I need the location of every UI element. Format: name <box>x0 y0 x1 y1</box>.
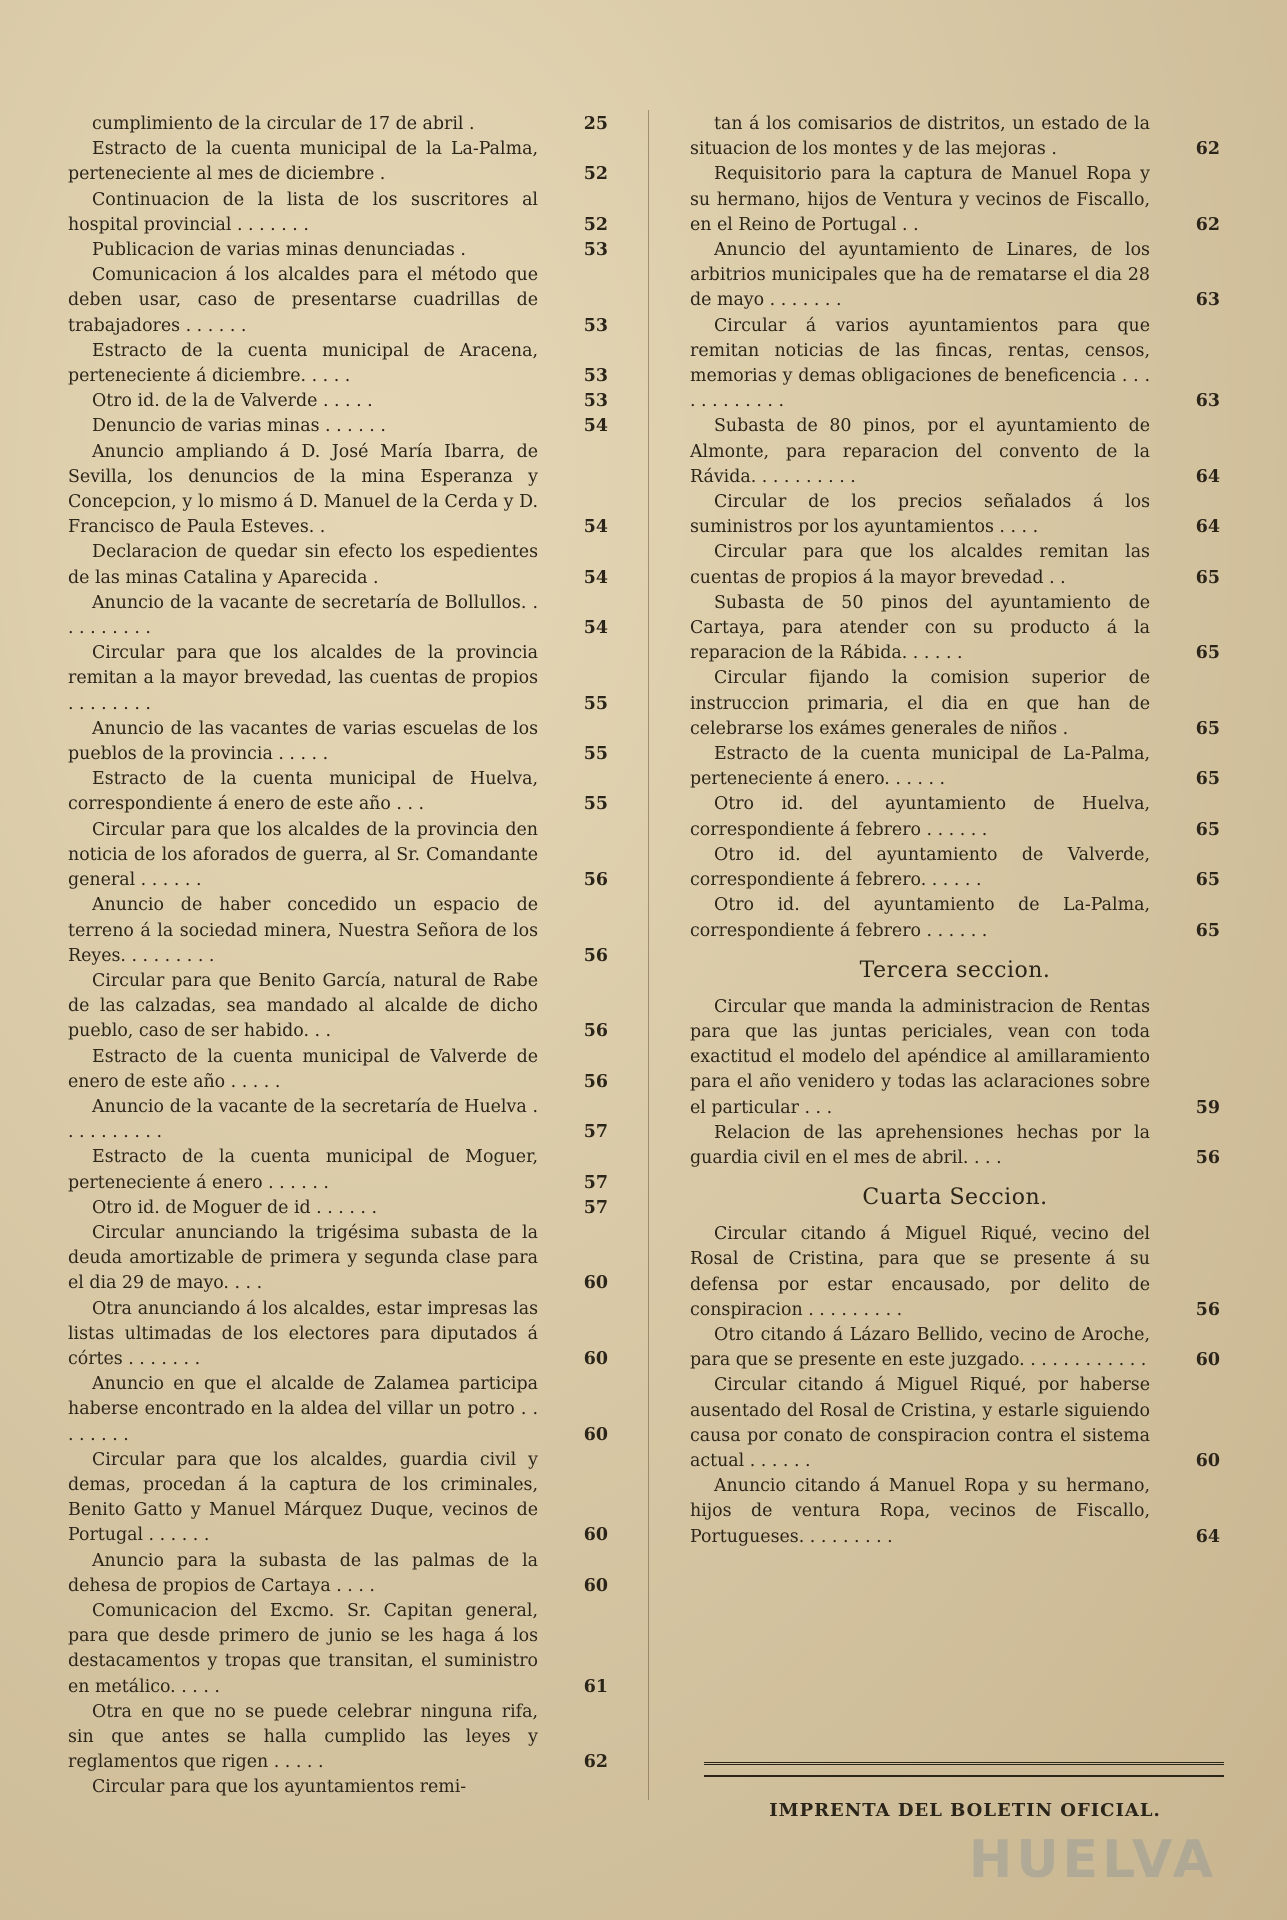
entry-text: Relacion de las aprehensiones hechas por la guardia civil en el mes de abril. . . . <box>690 1122 1150 1168</box>
entry-page-number: 60 <box>1195 1350 1220 1371</box>
entry-page-number: 65 <box>1195 920 1220 941</box>
entry-page-number: 54 <box>583 416 608 437</box>
entry-page-number: 53 <box>583 366 608 387</box>
left-column <box>68 112 608 1801</box>
entry-page-number: 53 <box>583 391 608 412</box>
index-entry <box>68 893 608 969</box>
index-entry <box>690 1121 1220 1171</box>
entry-page-number: 57 <box>583 1122 608 1143</box>
index-entry <box>690 1373 1220 1474</box>
index-entry <box>68 1196 608 1221</box>
entry-text: Anuncio de haber concedido un espacio de terreno á la sociedad minera, Nuestra Señora de los Reyes. . . . . . . . . <box>68 895 538 966</box>
entry-text: Subasta de 80 pinos, por el ayuntamiento de Almonte, para reparacion del convento de la Rávida. . . . . . . . . . <box>690 416 1150 487</box>
index-entry <box>68 767 608 817</box>
column-divider <box>648 110 649 1800</box>
index-entry <box>690 666 1220 742</box>
entry-text: Circular para que los alcaldes de la provincia remitan a la mayor brevedad, las cuentas de propios . . . . . . . . <box>68 643 538 714</box>
entry-page-number: 63 <box>1195 391 1220 412</box>
index-entry <box>690 995 1220 1121</box>
entry-page-number: 56 <box>1195 1147 1220 1168</box>
entry-text: Circular anunciando la trigésima subasta de la deuda amortizable de primera y segunda clase para el dia 29 de mayo. . . . <box>68 1222 538 1294</box>
entry-text: Anuncio ampliando á D. José María Ibarra, de Sevilla, los denuncios de la mina Esperanza y Concepcion, y lo mismo á D. Manuel de la Cerda y D. Francisco de Paula Esteves. . <box>68 441 538 538</box>
footer-rule <box>704 1762 1224 1777</box>
entry-page-number: 59 <box>1195 1097 1220 1118</box>
index-entry <box>68 1599 608 1700</box>
entry-text: Circular citando á Miguel Riqué, por haberse ausentado del Rosal de Cristina, y estarle siguiendo causa por conato de conspiracion contra el sistema actual . . . . . . <box>690 1375 1150 1471</box>
entry-text: cumplimiento de la circular de 17 de abril . <box>92 114 475 134</box>
index-entry <box>68 1045 608 1095</box>
index-entry <box>68 818 608 894</box>
entry-text: Circular para que los alcaldes, guardia civil y demas, procedan á la captura de los criminales, Benito Gatto y Manuel Márquez Duque, vecinos de Portugal . . . . . . <box>68 1449 538 1546</box>
entry-text: Estracto de la cuenta municipal de la La-Palma, perteneciente al mes de diciembre . <box>68 139 538 185</box>
entry-text: tan á los comisarios de distritos, un estado de la situacion de los montes y de las mejoras . <box>690 114 1150 160</box>
entry-page-number: 65 <box>1195 819 1220 840</box>
entry-page-number: 56 <box>583 1021 608 1042</box>
index-entry <box>68 263 608 339</box>
entry-text: Estracto de la cuenta municipal de Moguer, perteneciente á enero . . . . . . <box>68 1147 538 1193</box>
entry-text: Otra en que no se puede celebrar ninguna rifa, sin que antes se halla cumplido las leyes y reglamentos que rigen . . . . . <box>68 1701 538 1773</box>
index-entry <box>690 1474 1220 1550</box>
entry-page-number: 55 <box>583 693 608 714</box>
entry-page-number: 60 <box>583 1424 608 1445</box>
entry-page-number: 54 <box>583 618 608 639</box>
index-entry <box>68 591 608 641</box>
entry-text: Anuncio citando á Manuel Ropa y su hermano, hijos de ventura Ropa, vecinos de Fiscallo, Portugueses. . . . . . . . . <box>690 1476 1150 1547</box>
index-entry <box>690 540 1220 590</box>
entry-page-number: 62 <box>1195 139 1220 160</box>
entry-text: Declaracion de quedar sin efecto los espedientes de las minas Catalina y Aparecida . <box>68 542 538 588</box>
entry-text: Estracto de la cuenta municipal de Valverde de enero de este año . . . . . <box>68 1046 538 1092</box>
entry-page-number: 65 <box>1195 870 1220 891</box>
entry-page-number: 52 <box>583 164 608 185</box>
entry-page-number: 60 <box>583 1525 608 1546</box>
index-entry <box>68 1549 608 1599</box>
entry-text: Anuncio de las vacantes de varias escuelas de los pueblos de la provincia . . . . . <box>68 718 538 765</box>
entry-page-number: 65 <box>1195 643 1220 664</box>
entry-text: Circular para que Benito García, natural de Rabe de las calzadas, sea mandado al alcalde de dicho pueblo, caso de ser habido. . . <box>68 970 538 1042</box>
entry-text: Otro citando á Lázaro Bellido, vecino de Aroche, para que se presente en este juzgado. . . . . . . . . . . . <box>690 1324 1150 1371</box>
entry-text: Anuncio del ayuntamiento de Linares, de los arbitrios municipales que ha de rematarse el dia 28 de mayo . . . . . . . <box>690 240 1150 311</box>
entry-text: Circular para que los alcaldes remitan las cuentas de propios á la mayor brevedad . . <box>690 542 1150 588</box>
index-entry <box>68 969 608 1045</box>
index-entry <box>690 843 1220 893</box>
entry-text: Circular para que los alcaldes de la provincia den noticia de los aforados de guerra, al Sr. Comandante general . . . . . . <box>68 819 538 891</box>
entry-page-number: 64 <box>1195 517 1220 538</box>
index-entry <box>68 1700 608 1776</box>
index-entry <box>690 162 1220 238</box>
entry-text: Requisitorio para la captura de Manuel Ropa y su hermano, hijos de Ventura y vecinos de Fiscallo, en el Reino de Portugal . . <box>690 164 1150 235</box>
entry-page-number: 60 <box>1195 1450 1220 1471</box>
library-stamp: HUELVA <box>968 1830 1217 1890</box>
index-entry <box>68 1095 608 1145</box>
entry-page-number: 56 <box>583 870 608 891</box>
index-entry <box>68 414 608 439</box>
index-entry <box>690 1222 1220 1323</box>
entry-page-number: 53 <box>583 240 608 261</box>
index-entry <box>68 339 608 389</box>
index-entry <box>690 112 1220 162</box>
entry-page-number: 54 <box>583 517 608 538</box>
entry-page-number: 62 <box>1195 214 1220 235</box>
entry-text: Comunicacion del Excmo. Sr. Capitan general, para que desde primero de junio se les haga á los destacamentos y tropas que transitan, el suministro en metálico. . . . . <box>68 1600 538 1697</box>
index-entry <box>68 1775 608 1800</box>
entry-page-number: 54 <box>583 567 608 588</box>
right-column <box>690 112 1220 1550</box>
index-entry <box>690 1323 1220 1373</box>
tercera-seccion-title: Tercera seccion. <box>859 957 1051 983</box>
entry-page-number: 65 <box>1195 718 1220 739</box>
entry-text: Continuacion de la lista de los suscritores al hospital provincial . . . . . . . <box>68 189 538 235</box>
entry-page-number: 61 <box>583 1676 608 1697</box>
index-entry <box>68 440 608 541</box>
entry-text: Comunicacion á los alcaldes para el método que deben usar, caso de presentarse cuadrillas de trabajadores . . . . . . <box>68 265 538 336</box>
entry-page-number: 53 <box>583 315 608 336</box>
entry-text: Anuncio en que el alcalde de Zalamea participa haberse encontrado en la aldea del villar un potro . . . . . . . . <box>68 1374 538 1445</box>
index-entry <box>690 414 1220 490</box>
entry-text: Circular fijando la comision superior de instruccion primaria, el dia en que han de celebrarse los exámes generales de niños . <box>690 668 1150 739</box>
entry-page-number: 64 <box>1195 1526 1220 1547</box>
entry-text: Anuncio de la vacante de secretaría de Bollullos. . . . . . . . . . <box>68 592 538 639</box>
entry-page-number: 56 <box>1195 1299 1220 1320</box>
entry-text: Circular á varios ayuntamientos para que remitan noticias de las fincas, rentas, censos, memorias y demas obligaciones de beneficencia . . . . . . . . . . . . <box>690 315 1150 412</box>
entry-page-number: 65 <box>1195 567 1220 588</box>
entry-text: Anuncio para la subasta de las palmas de la dehesa de propios de Cartaya . . . . <box>68 1550 538 1596</box>
index-entry <box>68 641 608 717</box>
index-entry <box>68 389 608 414</box>
index-entry <box>68 1221 608 1297</box>
entry-page-number: 60 <box>583 1575 608 1596</box>
cuarta-seccion-title: Cuarta Seccion. <box>862 1185 1048 1211</box>
index-entry <box>690 792 1220 842</box>
entry-page-number: 60 <box>583 1273 608 1294</box>
index-entry <box>68 238 608 263</box>
index-entry <box>68 1448 608 1549</box>
entry-text: Circular de los precios señalados á los suministros por los ayuntamientos . . . . <box>690 492 1150 538</box>
entry-text: Otro id. de la de Valverde . . . . . <box>92 391 373 412</box>
index-entry <box>68 717 608 767</box>
entry-text: Subasta de 50 pinos del ayuntamiento de Cartaya, para atender con su producto á la reparacion de la Rábida. . . . . . <box>690 592 1150 664</box>
index-entry <box>68 1145 608 1195</box>
entry-page-number: 60 <box>583 1348 608 1369</box>
index-entry <box>68 1372 608 1448</box>
entry-text: Otro id. de Moguer de id . . . . . . <box>92 1197 377 1218</box>
right-entries <box>690 112 1220 944</box>
entry-text: Circular que manda la administracion de Rentas para que las juntas periciales, vean con toda exactitud el modelo del apéndice al amillaramiento para el año venidero y todas las aclaraciones sobre el particular . . . <box>690 996 1150 1118</box>
entry-text: Circular para que los ayuntamientos remi- <box>92 1777 467 1798</box>
entry-text: Otro id. del ayuntamiento de Valverde, correspondiente á febrero. . . . . . <box>690 844 1150 891</box>
index-entry <box>68 1297 608 1373</box>
entry-page-number: 56 <box>583 945 608 966</box>
entry-text: Otro id. del ayuntamiento de La-Palma, correspondiente á febrero . . . . . . <box>690 895 1150 941</box>
index-entry <box>690 591 1220 667</box>
index-entry <box>68 540 608 590</box>
imprint: IMPRENTA DEL BOLETIN OFICIAL. <box>769 1800 1161 1821</box>
entry-text: Publicacion de varias minas denunciadas . <box>92 240 466 261</box>
entry-page-number: 64 <box>1195 466 1220 487</box>
index-entry <box>68 137 608 187</box>
index-entry <box>690 893 1220 943</box>
entry-text: Estracto de la cuenta municipal de Aracena, perteneciente á diciembre. . . . . <box>68 340 538 387</box>
entry-page-number: 55 <box>583 744 608 765</box>
entry-page-number: 57 <box>583 1172 608 1193</box>
index-entry <box>690 742 1220 792</box>
tercera-entries <box>690 995 1220 1171</box>
entry-text: Denuncio de varias minas . . . . . . <box>92 416 386 437</box>
entry-text: Circular citando á Miguel Riqué, vecino del Rosal de Cristina, para que se presente á su defensa por estar encausado, por delito de conspiracion . . . . . . . . . <box>690 1224 1150 1320</box>
entry-text: Anuncio de la vacante de la secretaría de Huelva . . . . . . . . . . <box>68 1096 538 1143</box>
index-entry <box>690 238 1220 314</box>
entry-page-number: 65 <box>1195 769 1220 790</box>
entry-page-number: 25 <box>583 114 608 134</box>
entry-page-number: 62 <box>583 1752 608 1773</box>
entry-text: Otra anunciando á los alcaldes, estar impresas las listas ultimadas de los electores para diputados á córtes . . . . . . . <box>68 1298 538 1369</box>
entry-text: Otro id. del ayuntamiento de Huelva, correspondiente á febrero . . . . . . <box>690 794 1150 840</box>
index-entry <box>68 188 608 238</box>
entry-page-number: 63 <box>1195 290 1220 311</box>
entry-text: Estracto de la cuenta municipal de La-Palma, perteneciente á enero. . . . . . <box>690 744 1150 790</box>
entry-text: Estracto de la cuenta municipal de Huelva, correspondiente á enero de este año . . . <box>68 769 538 815</box>
entry-page-number: 56 <box>583 1071 608 1092</box>
entry-page-number: 57 <box>583 1197 608 1218</box>
entry-page-number: 52 <box>583 214 608 235</box>
index-entry <box>68 112 608 137</box>
entry-page-number: 55 <box>583 794 608 815</box>
cuarta-entries <box>690 1222 1220 1550</box>
index-entry <box>690 490 1220 540</box>
index-entry <box>690 314 1220 415</box>
